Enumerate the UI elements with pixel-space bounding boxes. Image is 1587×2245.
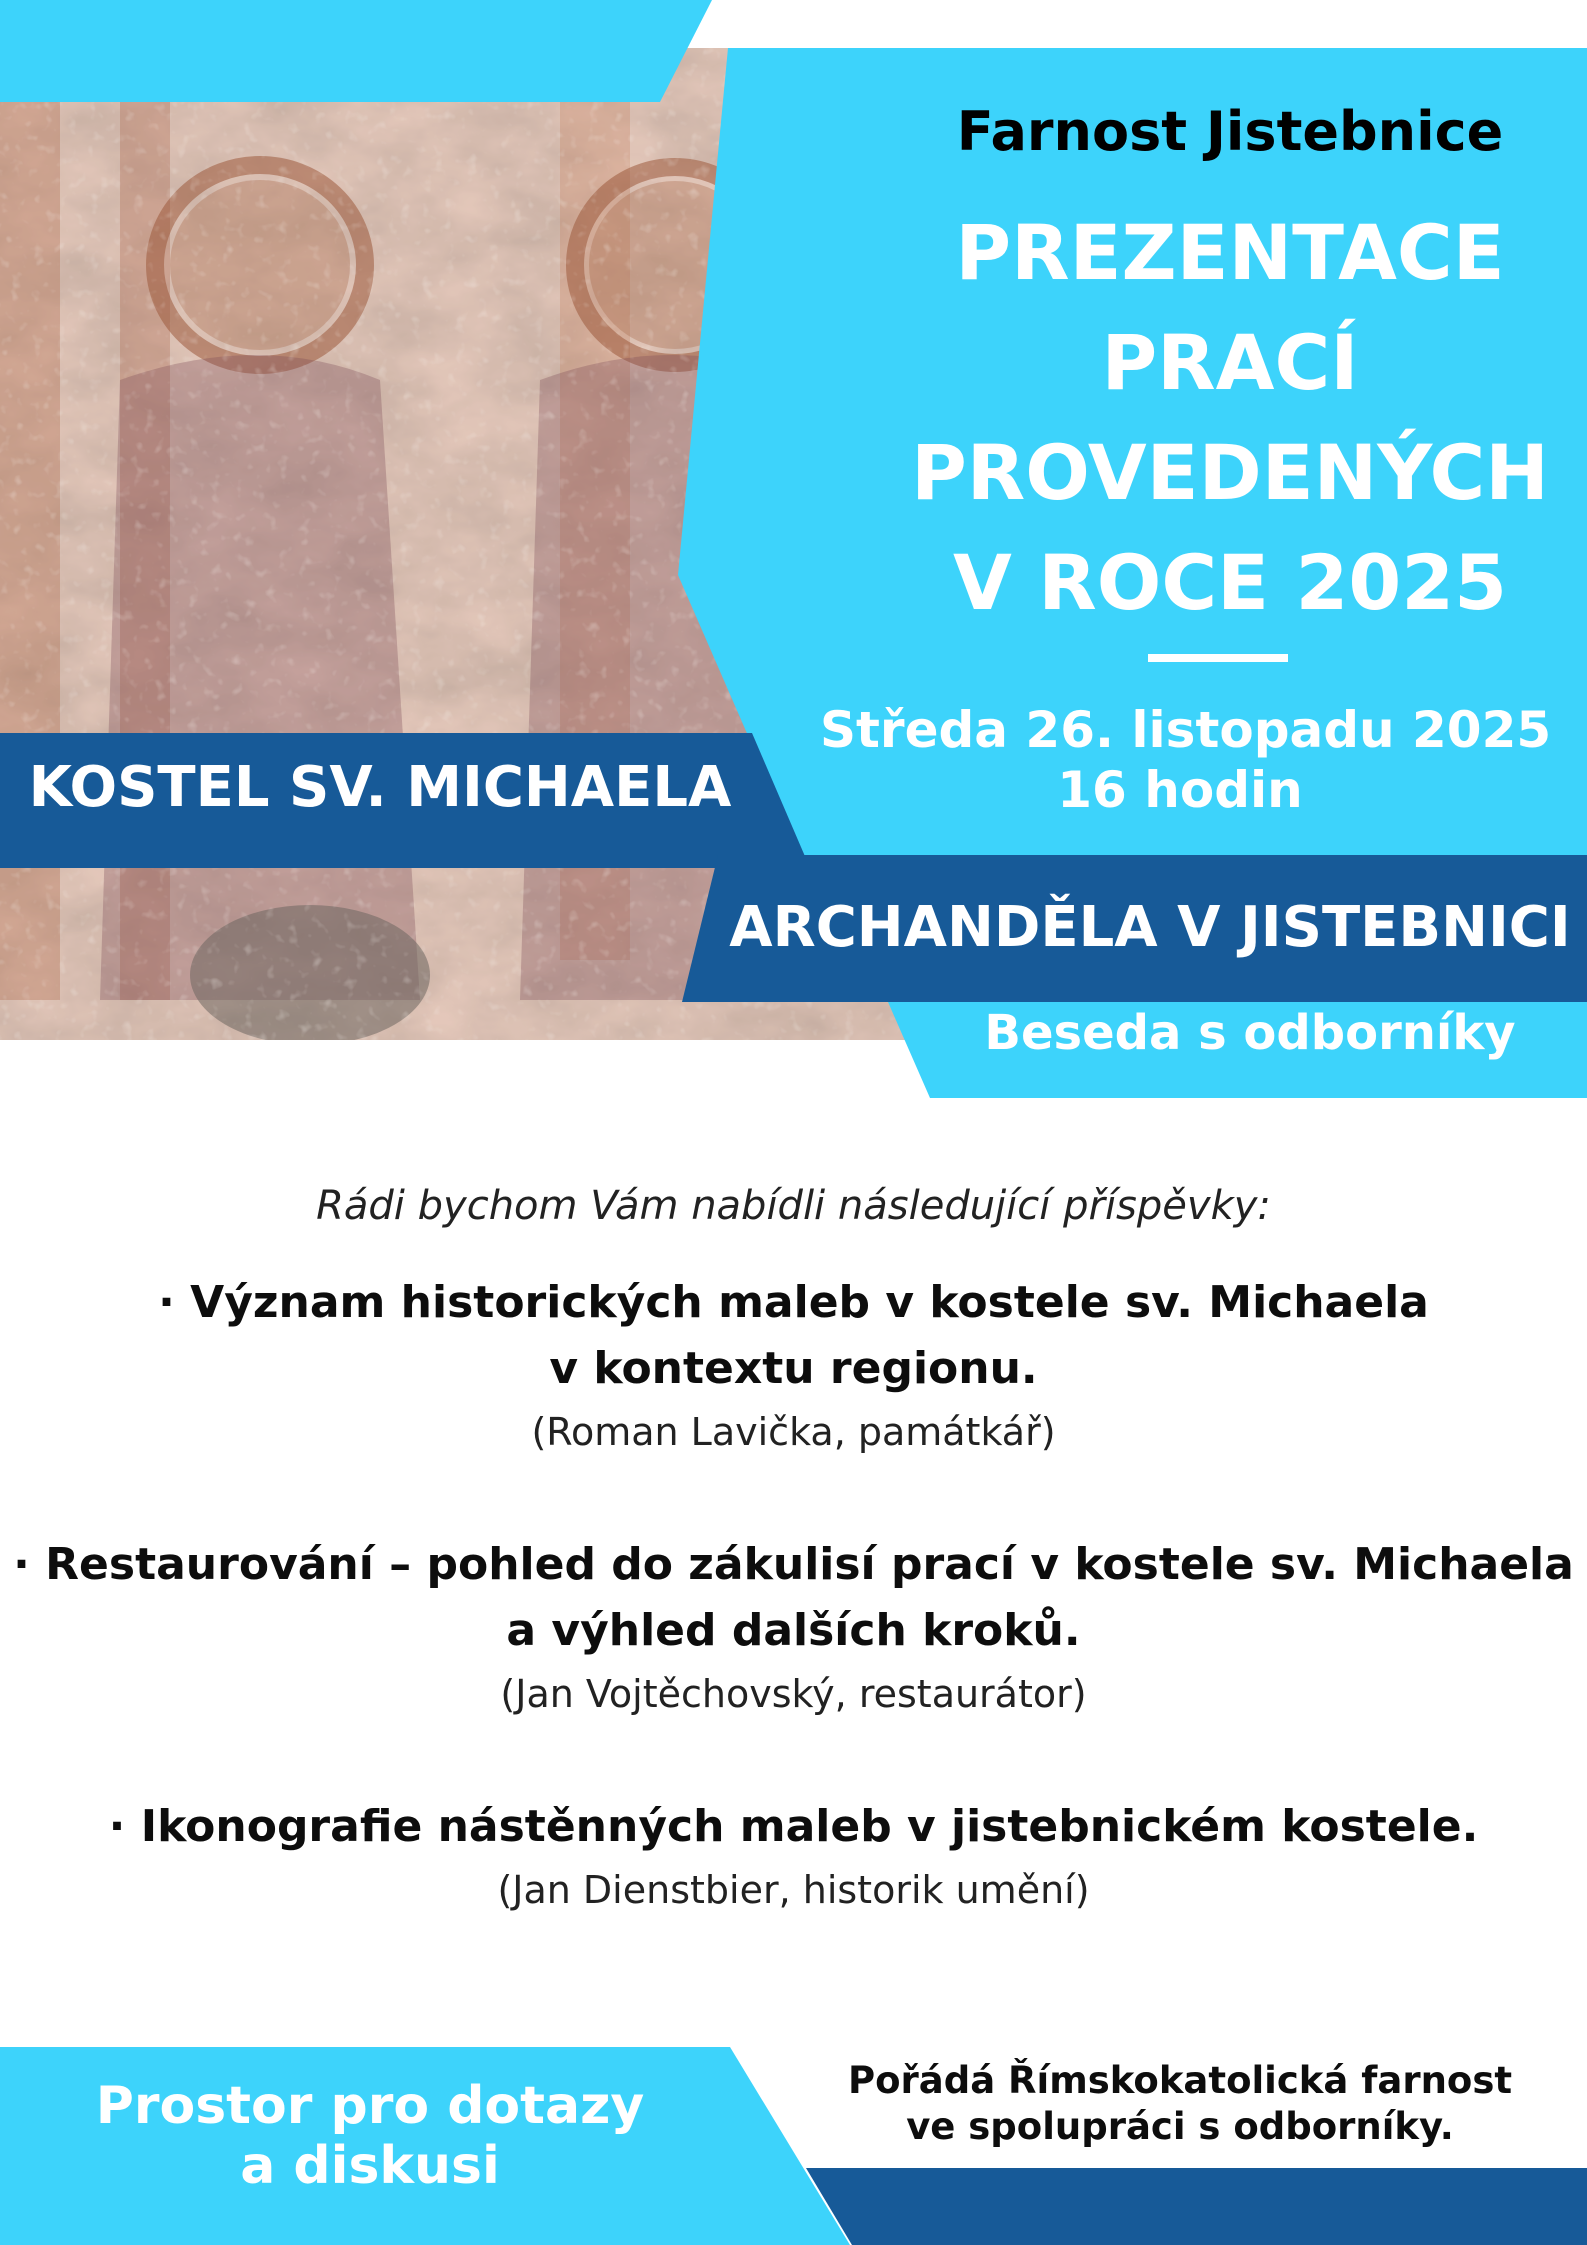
church-name-line1: KOSTEL SV. MICHAELA	[28, 755, 732, 820]
talk-title-line: · Ikonografie nástěnných maleb v jistebnickém kostele.	[108, 1801, 1479, 1852]
top-left-band	[0, 0, 712, 102]
organizer-line: Pořádá Římskokatolická farnost	[847, 2059, 1513, 2102]
event-date: Středa 26. listopadu 2025	[820, 701, 1552, 759]
title-divider	[1148, 654, 1288, 662]
event-datetime	[820, 700, 1552, 820]
talk-title-line: · Restaurování – pohled do zákulisí prací v kostele sv. Michaela	[13, 1539, 1574, 1590]
talk-item	[0, 1794, 1587, 1918]
footer-right-dark	[806, 2168, 1587, 2245]
title-line: PRACÍ	[1101, 318, 1359, 407]
talk-title	[0, 1794, 1587, 1860]
organizer-note	[790, 2058, 1570, 2150]
talk-title-line: a výhled dalších kroků.	[506, 1605, 1081, 1656]
title-line: V ROCE 2025	[952, 538, 1508, 627]
talk-speaker: (Jan Dienstbier, historik umění)	[497, 1868, 1090, 1912]
poster-title	[880, 198, 1580, 638]
title-line: PROVEDENÝCH	[911, 428, 1549, 517]
questions-line: Prostor pro dotazy	[95, 2076, 645, 2136]
talk-title	[0, 1532, 1587, 1664]
talk-speaker: (Jan Vojtěchovský, restaurátor)	[500, 1672, 1087, 1716]
questions-line: a diskusi	[240, 2136, 500, 2196]
church-name-line2: ARCHANDĚLA V JISTEBNICI	[729, 895, 1571, 960]
talk-item	[0, 1532, 1587, 1722]
title-line: PREZENTACE	[955, 208, 1505, 297]
questions-note	[40, 2076, 700, 2196]
talk-item	[0, 1270, 1587, 1460]
talk-title	[0, 1270, 1587, 1402]
event-time: 16 hodin	[1057, 761, 1303, 819]
program-intro: Rádi bychom Vám nabídli následující příspěvky:	[316, 1183, 1271, 1229]
organizer-line: ve spolupráci s odborníky.	[906, 2105, 1454, 2148]
talk-speaker: (Roman Lavička, památkář)	[531, 1410, 1056, 1454]
parish-name: Farnost Jistebnice	[956, 100, 1504, 163]
talk-title-line: v kontextu regionu.	[549, 1343, 1038, 1394]
event-type-label: Beseda s odborníky	[984, 1005, 1516, 1061]
talk-title-line: · Význam historických maleb v kostele sv. Michaela	[158, 1277, 1429, 1328]
